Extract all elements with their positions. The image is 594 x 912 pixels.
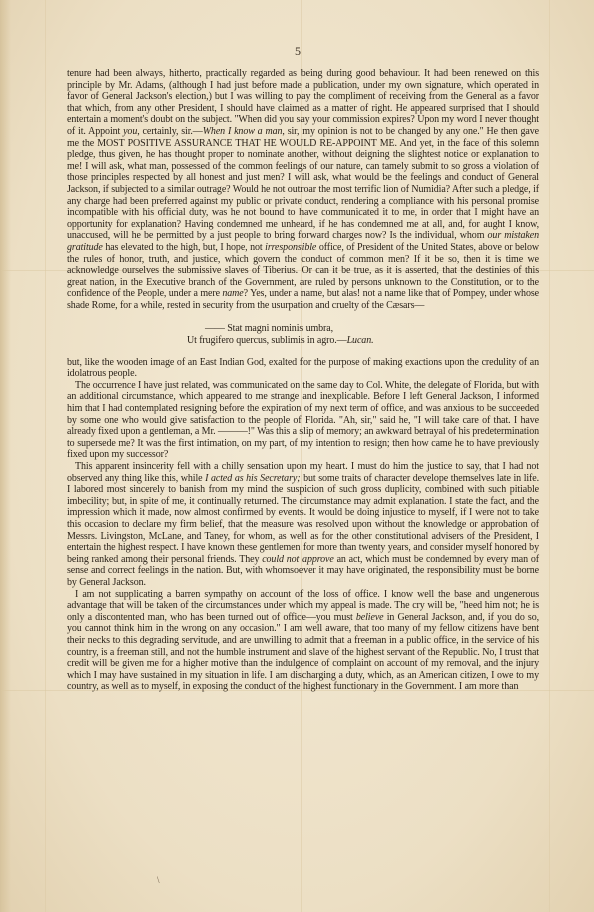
quote-attribution: Lucan. <box>346 335 374 347</box>
text-run: in General Jackson, and, if you do so, you cannot think him in the wrong on any occasion." I am well aware, that too many of my fellow citizens have bent their necks to this degrading servitude, and are unwilling to admit that a freeman in a public office, in the service of his country, is a freeman still, and not the humble instrument and slave of the highest servant of the Republic. No, I trust that credit will be given me for a higher motive than the indulgence of complaint on account of my removal, and the injury which I may have sustained in my situation in life. I am discharging a duty, which, as an American citizen, I owe to my country, as well as to myself, in exposing the conduct of the highest functionary in the Government. I am more than <box>67 611 540 693</box>
text-run: tenure had been always, hitherto, practically regarded as being during good behaviour. It had been renewed on this principle by Mr. Adams, (although I had just before made a publication, under my own signature, which operated in favor of General Jackson's election,) but I was willing to pay the compliment of receiving from the General as a favor that which, from any other President, I should have claimed as a matter of right. He appeared surprised that I should entertain a moment's doubt on the subject. "When did you say your commission expires? Upon my word I never thought of it. Appoint <box>67 68 539 137</box>
paper-fold <box>549 0 550 912</box>
paper-fold <box>45 0 46 912</box>
paragraph <box>67 357 539 380</box>
latin-quotation <box>67 323 539 346</box>
italic-text: believe <box>355 611 384 623</box>
quote-line-2 <box>187 335 539 347</box>
italic-text: our mistaken gratitude <box>67 230 539 253</box>
paragraph <box>67 380 539 461</box>
text-run: , certainly, sir.— <box>137 125 203 137</box>
text-run: I am not supplicating a barren sympathy on account of the loss of office. I know well the base and ungenerous advantage that will be taken of the circumstances under which my appeal is made. The cry will be, "heed him not; he is only a discontented man, who has been turned out of office—you must <box>67 588 539 623</box>
text-run: has elevated to the high, but, I hope, not <box>102 241 266 253</box>
italic-text: name <box>222 288 244 300</box>
text-run: an act, which must be condemned by every man of sense and correct feelings in the nation. But, with whomsoever it may have originated, the responsibility must be borne by General Jackson. <box>67 553 540 588</box>
page-binding-shadow <box>1 0 11 912</box>
body-paragraphs-top <box>67 68 539 311</box>
paragraph <box>67 461 539 589</box>
foot-mark: \ <box>157 875 160 885</box>
text-run: but, like the wooden image of an East Indian God, exalted for the purpose of making exactions upon the credulity of an idolatrous people. <box>67 356 539 380</box>
italic-text: When I know a man <box>202 125 283 137</box>
quote-line-1: —— Stat magni nominis umbra, <box>205 323 334 335</box>
body-text <box>67 68 539 693</box>
italic-text: could not approve <box>262 553 334 565</box>
text-run: office, of President of the United States, above or below the rules of honor, truth, and justice, which govern the conduct of common men? If it be so, then it is time we acknowledge ourselves the submissive slaves of Tiberius. Or can it be true, as it is asserted, that the destinies of this great nation, in the Executive branch of the Government, are ruled by persons unknown to the Constitution, or to the confidence of the People, under a mere <box>67 241 539 300</box>
quote-line-2-text: Ut frugifero quercus, sublimis in agro.— <box>187 335 347 347</box>
text-run: but some traits of character develope themselves late in life. I labored most sincerely to banish from my mind the suspicion of such gross duplicity, combined with such pitiable imbecility; but, in spite of me, it continually returned. The circumstance may admit explanation. I state the fact, and the impression which it made, now almost confirmed by events. It would be doing injustice to myself, if I were not to take this occasion to declare my firm belief, that the measure was resolved upon without the knowledge or approbation of Messrs. Livingston, McLane, and Taney, for whom, as well as for the other constitutional advisers of the President, I entertain the highest respect. I have known these gentlemen for more than twenty years, and consider myself honored by being ranked among their personal friends. They <box>67 472 540 565</box>
italic-text: irresponsible <box>265 241 317 253</box>
text-run: ? Yes, under a name, but alas! not a name like that of Pompey, under whose shade Rome, for a while, rested in security from the usurpation and cruelty of the Cæsars— <box>67 288 539 311</box>
page-number: 5 <box>295 44 301 58</box>
italic-text: you <box>123 125 138 137</box>
body-paragraphs-bottom <box>67 357 539 693</box>
italic-text: I acted as his Secretary; <box>205 472 301 484</box>
text-run: This apparent insincerity fell with a chilly sensation upon my heart. I must do him the justice to say, that I had not observed any thing like this, while <box>67 461 539 484</box>
text-run: The occurrence I have just related, was communicated on the same day to Col. White, the delegate of Florida, but with an additional circumstance, which appeared to me strange and inexplicable. Before I left General Jackson, I informed him that I had contemplated resigning before the expiration of my next term of office, and was anxious to be succeeded by some one who would give satisfaction to the people of Florida. "Ah, sir," said he, "I will take care of that. I have already fixed upon a gentleman, a Mr. ———!" Was this a slip of memory; an awkward betrayal of his predetermination to supersede me? It was the first intimation, on my part, of my intention to resign; then how came he to have previously fixed upon my successor? <box>67 379 539 461</box>
text-run: , sir, my opinion is not to be changed by any one." He then gave me the MOST POSITIVE ASSURANCE THAT HE WOULD RE-APPOINT ME. And yet, in the face of this solemn pledge, thus given, he has thought proper to nominate another, without deigning the slightest notice or explanation to me! I will ask, what man, possessed of the common feelings of our nature, can tamely submit to so gross a violation of those principles respected by all honest and just men? I will ask, what would be the feelings and conduct of General Jackson, if subjected to a similar outrage? Would he not outroar the most terrific lion of Numidia? After such a pledge, if any charge had been preferred against my public or private conduct, rendering a compliance with his personal promise incompatible with his official duty, was he not bound to have communicated it to me, in order that I might have an opportunity for explanation? Having condemned me unheard, if he has condemned me at all, and, for aught I know, unaccused, will he be permitted by a just people to bring forward charges now? Is the individual, whom <box>67 125 540 242</box>
paragraph <box>67 68 539 311</box>
paragraph <box>67 589 539 693</box>
